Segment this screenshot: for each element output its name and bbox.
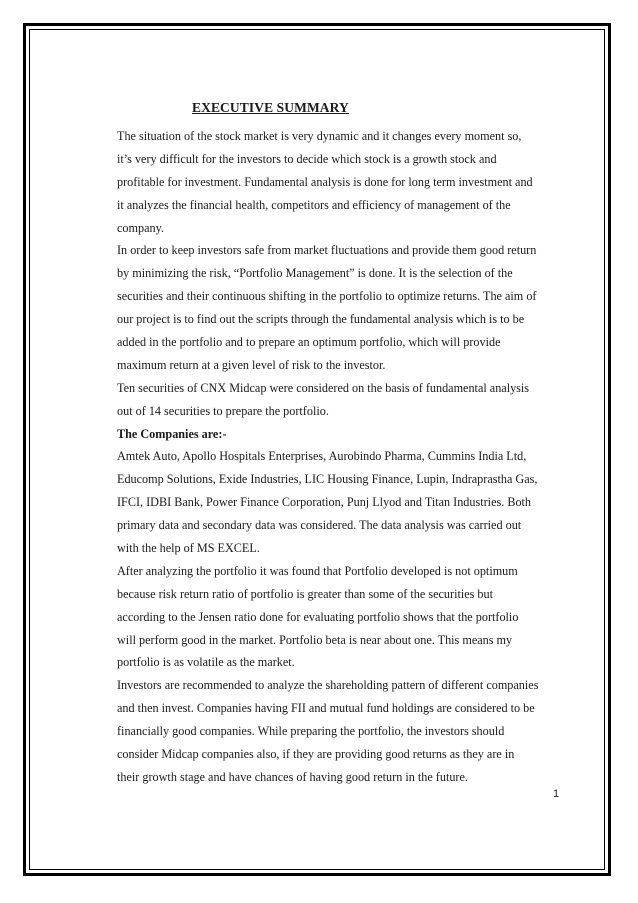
text-line: with the help of MS EXCEL. [117,541,260,556]
text-line: maximum return at a given level of risk to the investor. [117,357,386,372]
section-heading: The Companies are:- [117,426,227,441]
document-body [117,98,567,789]
text-line: company. [117,220,164,235]
text-line: it analyzes the financial health, competitors and efficiency of management of the [117,197,511,212]
text-line: because risk return ratio of portfolio is greater than some of the securities but [117,586,493,601]
text-line: Amtek Auto, Apollo Hospitals Enterprises, Aurobindo Pharma, Cummins India Ltd, [117,449,527,464]
text-line: will perform good in the market. Portfolio beta is near about one. This means my [117,632,513,647]
text-line: our project is to find out the scripts through the fundamental analysis which is to be [117,312,525,327]
text-line: according to the Jensen ratio done for evaluating portfolio shows that the portfolio [117,609,519,624]
text-line: In order to keep investors safe from market fluctuations and provide them good return [117,243,537,258]
text-line: by minimizing the risk, “Portfolio Management” is done. It is the selection of the [117,266,513,281]
text-line: consider Midcap companies also, if they are providing good returns as they are in [117,747,515,762]
text-line: and then invest. Companies having FII and mutual fund holdings are considered to be [117,701,535,716]
text-line: Educomp Solutions, Exide Industries, LIC Housing Finance, Lupin, Indraprastha Gas, [117,472,538,487]
text-line: their growth stage and have chances of having good return in the future. [117,769,468,784]
text-line: Ten securities of CNX Midcap were considered on the basis of fundamental analysis [117,380,530,395]
summary-text [117,125,567,789]
text-line: portfolio is as volatile as the market. [117,655,295,670]
text-line: After analyzing the portfolio it was found that Portfolio developed is not optimum [117,563,518,578]
text-line: profitable for investment. Fundamental analysis is done for long term investment and [117,174,533,189]
document-title: EXECUTIVE SUMMARY [192,100,349,115]
text-line: securities and their continuous shifting in the portfolio to optimize returns. The aim of [117,289,537,304]
text-line: out of 14 securities to prepare the portfolio. [117,403,329,418]
text-line: financially good companies. While preparing the portfolio, the investors should [117,724,505,739]
text-line: it’s very difficult for the investors to decide which stock is a growth stock and [117,151,497,166]
text-line: primary data and secondary data was considered. The data analysis was carried out [117,518,522,533]
text-line: The situation of the stock market is very dynamic and it changes every moment so, [117,129,522,143]
text-line: Investors are recommended to analyze the shareholding pattern of different companies [117,678,539,693]
text-line: added in the portfolio and to prepare an optimum portfolio, which will provide [117,335,501,350]
page-number: 1 [553,788,560,800]
text-line: IFCI, IDBI Bank, Power Finance Corporation, Punj Llyod and Titan Industries. Both [117,495,532,510]
